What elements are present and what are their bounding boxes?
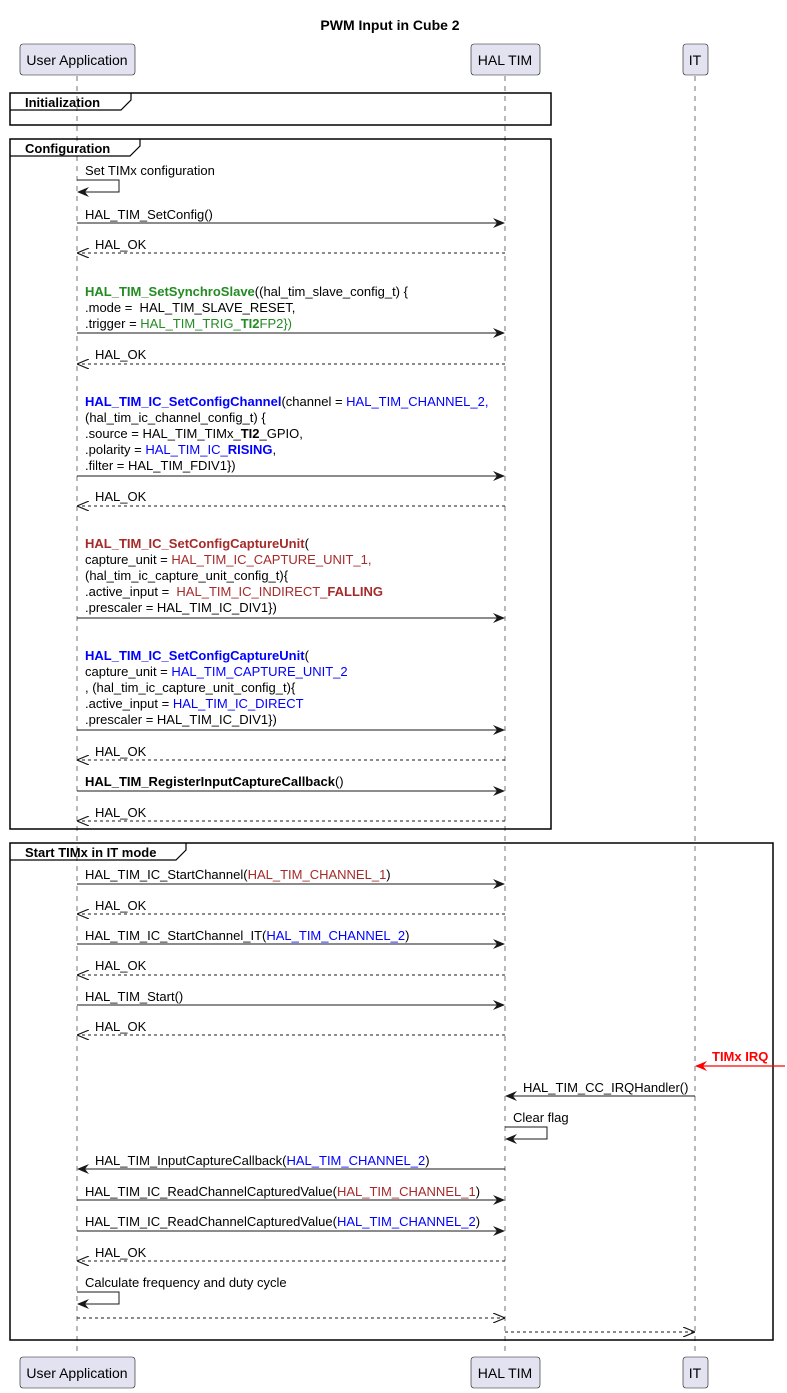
message-text-run: HAL_TIM_CHANNEL_1 [336,1184,476,1199]
message-text-run: .active_input = [85,584,177,599]
message-text [85,584,383,599]
message-text [85,928,409,943]
message-text-run: HAL_OK [95,237,147,252]
message-text-run: HAL_OK [95,744,147,759]
message-text-run: (hal_tim_ic_capture_unit_config_t){ [85,568,289,583]
message-text-run: HAL_OK [95,805,147,820]
message-text-run: HAL_TIM_RegisterInputCaptureCallback [85,774,335,789]
message-text [95,237,147,252]
message-m14 [78,898,505,914]
message-text-run: HAL_OK [95,1019,147,1034]
message-text-run: capture_unit = [85,552,172,567]
participant-it-bottom [683,1357,708,1388]
self-arrow [77,180,119,192]
message-text-run: HAL_TIM_IC_CAPTURE_UNIT_1, [171,552,372,567]
message-text-run: HAL_TIM_SetSynchroSlave [85,284,255,299]
message-text [85,394,488,409]
participant-hal-top [471,44,540,75]
message-text [523,1080,688,1095]
message-m19 [696,1049,785,1066]
message-text [85,1275,287,1290]
participant-app-top [20,44,135,75]
participant-hal-bottom [471,1357,540,1388]
participant-label: IT [688,1365,702,1381]
message-m8 [77,536,504,618]
message-m18 [78,1019,505,1035]
message-text-run: HAL_TIM_Start() [85,989,184,1004]
message-text-run: HAL_TIM_IC_ [145,442,228,457]
message-text [85,442,276,457]
message-text-run: .filter = HAL_TIM_FDIV1}) [85,458,236,473]
message-text [95,958,147,973]
message-m12 [78,805,505,821]
message-text-run: ) [405,928,410,943]
message-text [85,774,344,789]
message-text [712,1049,768,1064]
message-m7 [78,489,505,506]
message-text-run: HAL_TIM_IC_ReadChannelCapturedValue( [85,1184,337,1199]
message-text-run: capture_unit = [85,664,172,679]
message-text [95,489,147,504]
message-text-run: HAL_TIM_IC_SetConfigCaptureUnit [85,648,305,663]
message-text-run: TI2 [240,426,260,441]
message-text-run: FP2}) [259,316,293,331]
message-text [95,898,147,913]
message-text-run: HAL_TIM_CAPTURE_UNIT_2 [171,664,348,679]
message-text [85,284,409,299]
message-text [85,696,304,711]
message-text [513,1110,569,1125]
participant-label: HAL TIM [477,52,533,68]
message-text [85,426,303,441]
message-text-run: .polarity = [85,442,146,457]
self-arrow [505,1127,547,1139]
message-text [85,1184,480,1199]
message-m15 [77,928,504,944]
message-m9 [77,648,504,730]
message-text-run: HAL_TIM_IC_ReadChannelCapturedValue( [85,1214,337,1229]
message-text-run: .trigger = [85,316,141,331]
message-text-run: .source = HAL_TIM_TIMx_ [85,426,241,441]
message-text-run: HAL_OK [95,347,147,362]
message-text-run: , [272,442,277,457]
message-text-run: TI2 [240,316,260,331]
message-text-run: HAL_TIM_IC_StartChannel_IT( [85,928,267,943]
message-text [85,207,213,222]
message-text-run: HAL_TIM_InputCaptureCallback( [95,1153,287,1168]
message-text-run: (channel = [281,394,347,409]
participant-label: IT [688,52,702,68]
message-text [95,1019,147,1034]
message-m25 [78,1245,505,1261]
message-text-run: HAL_TIM_TRIG_ [140,316,241,331]
message-text-run: FALLING [327,584,384,599]
message-m1 [77,163,215,192]
message-text-run: HAL_TIM_IC_SetConfigCaptureUnit [85,536,305,551]
participant-label: User Application [26,1365,128,1381]
message-text [95,744,147,759]
message-text-run: Set TIMx configuration [85,163,215,178]
message-m17 [77,989,504,1005]
message-text-run: HAL_TIM_CHANNEL_2, [346,394,489,409]
message-text [85,680,296,695]
message-text-run: HAL_TIM_CHANNEL_2 [286,1153,426,1168]
message-m3 [78,237,505,253]
message-text-run: HAL_TIM_CHANNEL_2 [336,1214,476,1229]
message-text-run: () [334,774,344,789]
message-text-run: _GPIO, [259,426,303,441]
participant-label: User Application [26,52,128,68]
message-text [85,300,295,315]
message-text-run: ((hal_tim_slave_config_t) { [254,284,408,299]
message-text-run: ) [425,1153,430,1168]
message-text-run: HAL_TIM_IC_DIRECT [172,696,304,711]
message-text [85,1214,480,1229]
message-text-run: ( [304,648,309,663]
frame-label: Start TIMx in IT mode [25,845,157,860]
message-text-run: .mode = HAL_TIM_SLAVE_RESET, [85,300,296,315]
message-text-run: HAL_TIM_CHANNEL_2 [266,928,406,943]
message-text-run: (hal_tim_ic_channel_config_t) { [85,410,266,425]
message-m5 [78,347,505,364]
message-m13 [77,867,504,884]
message-text-run: ( [304,536,309,551]
message-text [85,316,292,331]
message-text-run: HAL_TIM_IC_SetConfigChannel [85,394,282,409]
frame-label: Initialization [25,95,101,110]
message-m6 [77,394,504,476]
message-text [85,600,277,615]
frame-init [10,93,551,125]
message-text [85,648,310,663]
message-text-run: TIMx IRQ [712,1049,769,1064]
message-text-run: ) [475,1184,481,1199]
message-m11 [77,774,504,791]
message-text [95,805,147,820]
message-text [95,347,147,362]
message-text [85,458,236,473]
message-m2 [77,207,504,223]
message-text [85,712,277,727]
message-text [85,867,391,882]
message-text-run: HAL_OK [95,1245,147,1260]
message-text [85,536,310,551]
diagram-title: PWM Input in Cube 2 [320,17,460,33]
participant-label: HAL TIM [477,1365,533,1381]
participant-app-bottom [20,1357,135,1388]
message-m10 [78,744,505,760]
message-text-run: HAL_OK [95,489,147,504]
message-text-run: HAL_TIM_CC_IRQHandler() [523,1080,689,1095]
message-m20 [506,1080,695,1096]
message-text [85,568,289,583]
message-text [85,410,266,425]
message-text-run: HAL_TIM_IC_StartChannel( [85,867,248,882]
message-m21 [505,1110,569,1139]
message-text [85,989,183,1004]
frame-label: Configuration [25,141,111,156]
message-text-run: HAL_OK [95,898,147,913]
message-text [85,552,372,567]
message-m4 [77,284,504,333]
message-text-run: RISING [227,442,273,457]
message-text-run: HAL_TIM_IC_INDIRECT_ [176,584,328,599]
message-m16 [78,958,505,975]
message-text-run: .prescaler = HAL_TIM_IC_DIV1}) [85,712,277,727]
message-text [95,1153,430,1168]
message-m26 [77,1275,287,1304]
message-text-run: ) [386,867,391,882]
message-text-run: HAL_OK [95,958,147,973]
message-text-run: HAL_TIM_CHANNEL_1 [247,867,387,882]
message-text [85,664,348,679]
self-arrow [77,1292,119,1304]
message-text-run: ) [475,1214,481,1229]
message-text-run: .prescaler = HAL_TIM_IC_DIV1}) [85,600,277,615]
message-text [95,1245,147,1260]
message-m23 [77,1184,504,1200]
message-m24 [77,1214,504,1231]
message-text-run: HAL_TIM_SetConfig() [85,207,213,222]
message-text-run: Clear flag [513,1110,569,1125]
message-text [85,163,215,178]
message-m22 [78,1153,505,1169]
message-text-run: , (hal_tim_ic_capture_unit_config_t){ [85,680,296,695]
participant-it-top [683,44,708,75]
message-text-run: .active_input = [85,696,173,711]
message-text-run: Calculate frequency and duty cycle [85,1275,287,1290]
